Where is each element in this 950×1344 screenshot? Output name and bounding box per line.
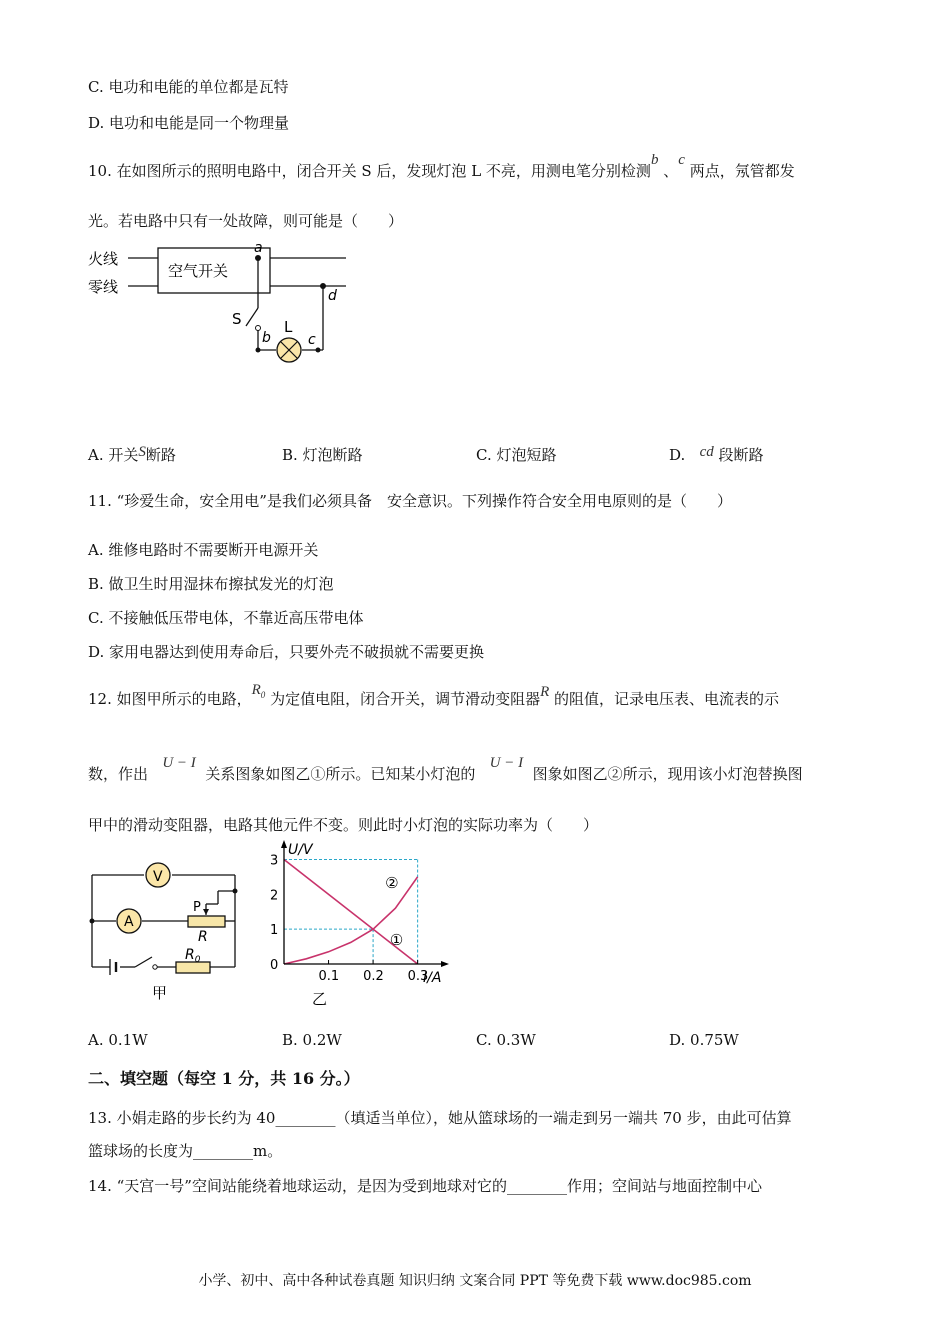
q10-option-d-var: cd	[699, 444, 714, 460]
q12-var-ui2: U − I	[489, 755, 524, 771]
q12-var-ui: U − I	[162, 755, 196, 771]
point-c-label: c	[308, 332, 316, 348]
q10-var-c: c	[678, 152, 685, 168]
live-wire-label: 火线	[88, 250, 119, 268]
chart-y-tick-label-0: 0	[270, 958, 279, 973]
q9-option-c: C. 电功和电能的单位都是瓦特	[88, 78, 289, 96]
resistor-r0-sub: 0	[194, 955, 201, 965]
slider-p-label: P	[193, 900, 201, 915]
q10-sep: 、	[663, 162, 679, 180]
q11-option-a: A. 维修电路时不需要断开电源开关	[88, 541, 319, 559]
q12-stem2-a: 数，作出	[88, 765, 149, 783]
voltmeter-icon	[146, 863, 170, 887]
air-breaker-label: 空气开关	[168, 262, 229, 280]
circuit-caption-jia: 甲	[152, 984, 168, 1002]
chart-y-tick-label-1: 1	[270, 923, 279, 939]
q13-line2: 篮球场的长度为________m。	[88, 1142, 283, 1160]
q12-stem1-b: 为定值电阻，闭合开关，调节滑动变阻器	[270, 690, 541, 708]
q12-stem1-c: 的阻值，记录电压表、电流表的示	[554, 690, 780, 708]
q12-option-b: B. 0.2W	[282, 1031, 342, 1049]
chart-y-tick-label-3: 3	[270, 853, 279, 869]
section-2-title: 二、填空题（每空 1 分，共 16 分。）	[88, 1069, 360, 1088]
q12-stem-line3: 甲中的滑动变阻器，电路其他元件不变。则此时小灯泡的实际功率为（ ）	[88, 816, 599, 834]
q10-option-a-pre: A. 开关	[88, 446, 139, 464]
chart-x-tick-label-0: 0.1	[318, 969, 340, 984]
chart-y-arrow-icon	[281, 840, 287, 848]
q10-stem-b: 两点，氖管都发	[689, 162, 795, 180]
page-footer: 小学、初中、高中各种试卷真题 知识归纳 文案合同 PPT 等免费下载 www.doc985.com	[198, 1273, 752, 1289]
switch-s-label: S	[232, 310, 242, 328]
q10-option-d	[669, 444, 764, 465]
q12-option-a: A. 0.1W	[88, 1031, 148, 1049]
q10-circuit-figure	[88, 238, 368, 378]
q12-option-d: D. 0.75W	[669, 1031, 739, 1049]
chart-caption-yi: 乙	[312, 990, 328, 1008]
rheostat-r-label: R	[198, 929, 208, 945]
q14-line1: 14. “天宫一号”空间站能绕着地球运动，是因为受到地球对它的________作用；空间站与地面控制中心	[88, 1177, 762, 1195]
q10-stem-line1	[88, 152, 795, 181]
q12-var-r: R	[540, 684, 550, 700]
q12-stem2-b: 关系图象如图乙①所示。已知某小灯泡的	[205, 765, 476, 783]
chart-series-label-1: ①	[389, 931, 404, 950]
chart-x-axis-label: I/A	[423, 970, 442, 986]
q10-stem-a: 10. 在如图所示的照明电路中，闭合开关 S 后，发现灯泡 L 不亮，用测电笔分别检测	[88, 162, 651, 180]
ammeter-label: A	[124, 914, 134, 930]
resistor-r0-label	[185, 947, 201, 965]
neutral-wire-label: 零线	[88, 278, 119, 296]
q10-option-d-post: 段断路	[718, 446, 764, 464]
lamp-icon	[277, 338, 301, 362]
q11-stem: 11. “珍爱生命，安全用电”是我们必须具备 安全意识。下列操作符合安全用电原则的是（ ）	[88, 492, 732, 510]
point-a-label: a	[254, 240, 263, 256]
q10-option-c: C. 灯泡短路	[476, 446, 557, 464]
q10-option-b: B. 灯泡断路	[282, 446, 363, 464]
resistor-r0-main: R	[185, 947, 195, 963]
q10-var-b: b	[650, 152, 659, 168]
q13-line1: 13. 小娟走路的步长约为 40________（填适当单位），她从篮球场的一端走到另一端共 70 步，由此可估算	[88, 1109, 792, 1127]
chart-x-arrow-icon	[441, 961, 449, 967]
ammeter-icon	[117, 909, 141, 933]
q11-option-d: D. 家用电器达到使用寿命后，只要外壳不破损就不需要更换	[88, 643, 485, 661]
q12-var-r0-main: R	[251, 682, 261, 698]
q12-circuit-figure	[80, 855, 250, 1005]
point-d-label: d	[328, 288, 337, 304]
q12-ui-chart	[262, 840, 462, 1008]
q10-option-a	[88, 444, 176, 465]
q12-stem1-a: 12. 如图甲所示的电路，	[88, 690, 252, 708]
q11-option-b: B. 做卫生时用湿抹布擦拭发光的灯泡	[88, 575, 334, 593]
q12-stem2-c: 图象如图乙②所示，现用该小灯泡替换图	[532, 765, 803, 783]
q12-stem-line2	[88, 755, 803, 784]
q10-option-a-var: S	[138, 444, 146, 460]
chart-series-label-2: ②	[385, 873, 399, 892]
q12-var-r0-sub: 0	[260, 690, 266, 700]
voltmeter-label: V	[153, 869, 163, 885]
q10-stem-line2: 光。若电路中只有一处故障，则可能是（ ）	[88, 212, 404, 230]
q11-option-c: C. 不接触低压带电体，不靠近高压带电体	[88, 609, 364, 627]
q9-option-d: D. 电功和电能是同一个物理量	[88, 114, 290, 132]
point-b-label: b	[262, 330, 271, 346]
q12-var-r0	[252, 682, 266, 698]
lamp-l-label: L	[284, 318, 293, 336]
chart-x-tick-label-1: 0.2	[363, 969, 384, 984]
chart-y-tick-label-2: 2	[270, 888, 279, 904]
q10-option-d-pre: D.	[669, 446, 686, 464]
chart-x-tick-label-2: 0.3	[407, 969, 429, 984]
q12-option-c: C. 0.3W	[476, 1031, 536, 1049]
q10-option-a-post: 断路	[145, 446, 176, 464]
chart-y-axis-label: U/V	[288, 842, 313, 858]
q12-stem-line1	[88, 682, 780, 710]
